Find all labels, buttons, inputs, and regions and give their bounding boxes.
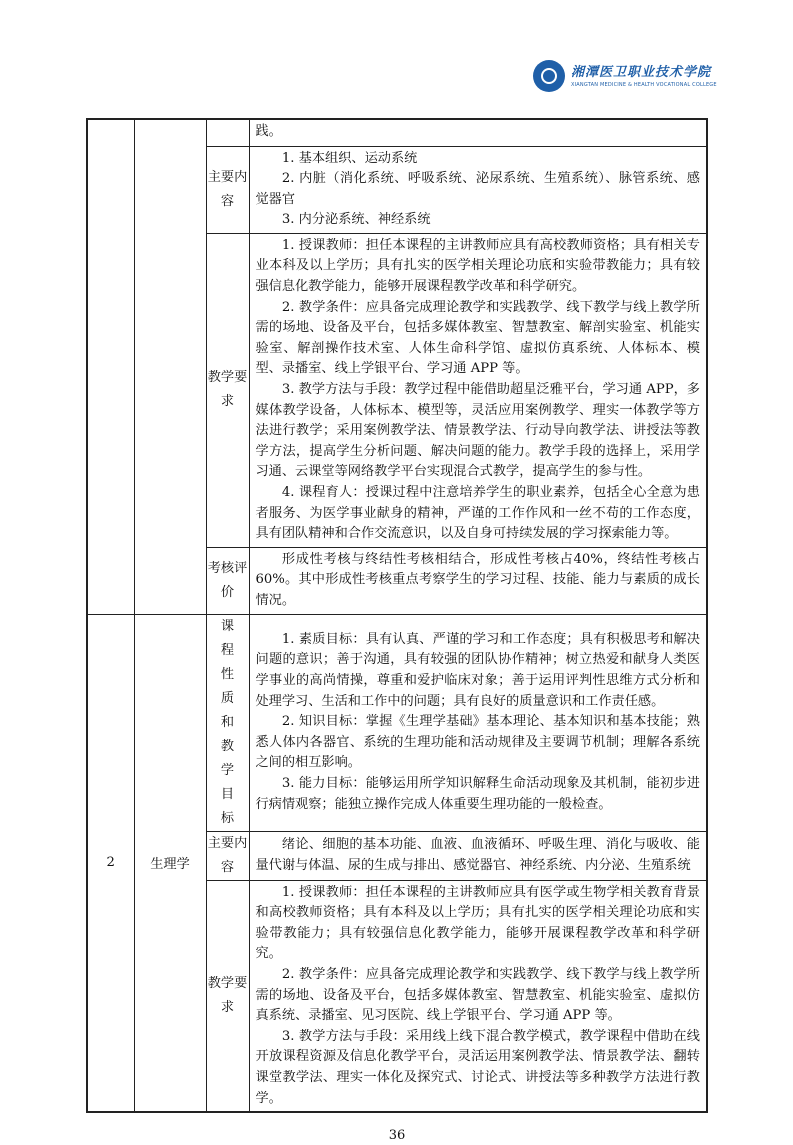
page-number: 36 [388,1128,406,1144]
row2-main-content-cell: 绪论、细胞的基本功能、血液、血液循环、呼吸生理、消化与吸收、能量代谢与体温、尿的生成与排出、感觉器官、神经系统、内分泌、生殖系统 [249,831,707,880]
objectives-cell: 1. 素质目标：具有认真、严谨的学习和工作态度；具有积极思考和解决问题的意识；善于沟通，具有较强的团队协作精神；树立热爱和献身人类医学事业的高尚情操，尊重和爱护临床对象；善于运用评判性思维方式分析和处理学习、生活和工作中的问题；具有良好的质量意识和工作责任感。 2. 知识目标：掌握《生理学基础》基本理论、基本知识和基本技能；熟悉人体内各器官、系统的生理功能和活动规律及主要调节机制；理解各系统之间的相互影响。 3. 能力目标：能够运用所学知识解释生命活动现象及其机制，能初步进行病情观察；能独立操作完成人体重要生理功能的一般检查。 [249,614,707,831]
assessment-cell: 形成性考核与终结性考核相结合，形成性考核占40%，终结性考核占60%。其中形成性考核重点考察学生的学习过程、技能、能力与素质的成长情况。 [249,547,707,614]
row2-course-name: 生理学 [134,614,206,1112]
row1-course-cell [134,119,206,614]
teaching-req-label: 教学要求 [206,233,249,547]
main-content-label: 主要内容 [206,146,249,233]
logo-name-en: XIANGTAN MEDICINE & HEALTH VOCATIONAL COLLEGE [571,81,717,88]
assessment-label: 考核评价 [206,547,249,614]
row2-number: 2 [87,614,134,1112]
teaching-req-cell: 1. 授课教师：担任本课程的主讲教师应具有高校教师资格；具有相关专业本科及以上学历；具有扎实的医学相关理论功底和实验带教能力；具有较强信息化教学能力，能够开展课程教学改革和科学研究。 2. 教学条件：应具备完成理论教学和实践教学、线下教学与线上教学所需的场地、设备及平台，包括多媒体教室、智慧教室、解剖实验室、机能实验室、解剖操作技术室、人体生命科学馆、虚拟仿真系统、人体标本、模型、录播室、线上学银平台、学习通 APP 等。 3. 教学方法与手段：教学过程中能借助超星泛雅平台，学习通 APP，多媒体教学设备，人体标本、模型等，灵活应用案例教学、理实一体教学等方法进行教学；采用案例教学法、情景教学法、行动导向教学法、讲授法等教学方法，提高学生分析问题、解决问题的能力。教学手段的选择上，采用学习通、云课堂等网络教学平台实现混合式教学，提高学生的参与性。 4. 课程育人：授课过程中注意培养学生的职业素养，包括全心全意为患者服务、为医学事业献身的精神，严谨的工作作风和一丝不苟的工作态度，具有团队精神和合作交流意识，以及自身可持续发展的学习探索能力等。 [249,233,707,547]
row2-teaching-req-label: 教学要求 [206,880,249,1112]
logo-name-cn: 湘潭医卫职业技术学院 [571,64,712,80]
course-table [86,118,708,1113]
row1-number-cell [87,119,134,614]
row2-teaching-req-cell: 1. 授课教师：担任本课程的主讲教师应具有医学或生物学相关教育背景和高校教师资格；具有本科及以上学历；具有扎实的医学相关理论功底和实验带教能力；具有较强信息化教学能力，能够开展课程教学改革和科学研究。 2. 教学条件：应具备完成理论教学和实践教学、线下教学与线上教学所需的场地、设备及平台，包括多媒体教室、智慧教室、机能实验室、虚拟仿真系统、录播室、见习医院、线上学银平台、学习通 APP 等。 3. 教学方法与手段：采用线上线下混合教学模式，教学课程中借助在线开放课程资源及信息化教学平台，灵活运用案例教学法、情景教学法、翻转课堂教学法、理实一体化及探究式、讨论式、讲授法等多种教学方法进行教学。 [249,880,707,1112]
college-logo [533,60,717,92]
objectives-label: 课程性质和教学目标 [206,614,249,831]
row2-main-content-label: 主要内容 [206,831,249,880]
continued-text: 践。 [249,119,707,146]
college-seal-icon [533,60,565,92]
row1-label-cell [206,119,249,146]
page-content [86,118,708,1145]
main-content-cell: 1. 基本组织、运动系统 2. 内脏（消化系统、呼吸系统、泌尿系统、生殖系统）、脉管系统、感觉器官 3. 内分泌系统、神经系统 [249,146,707,233]
